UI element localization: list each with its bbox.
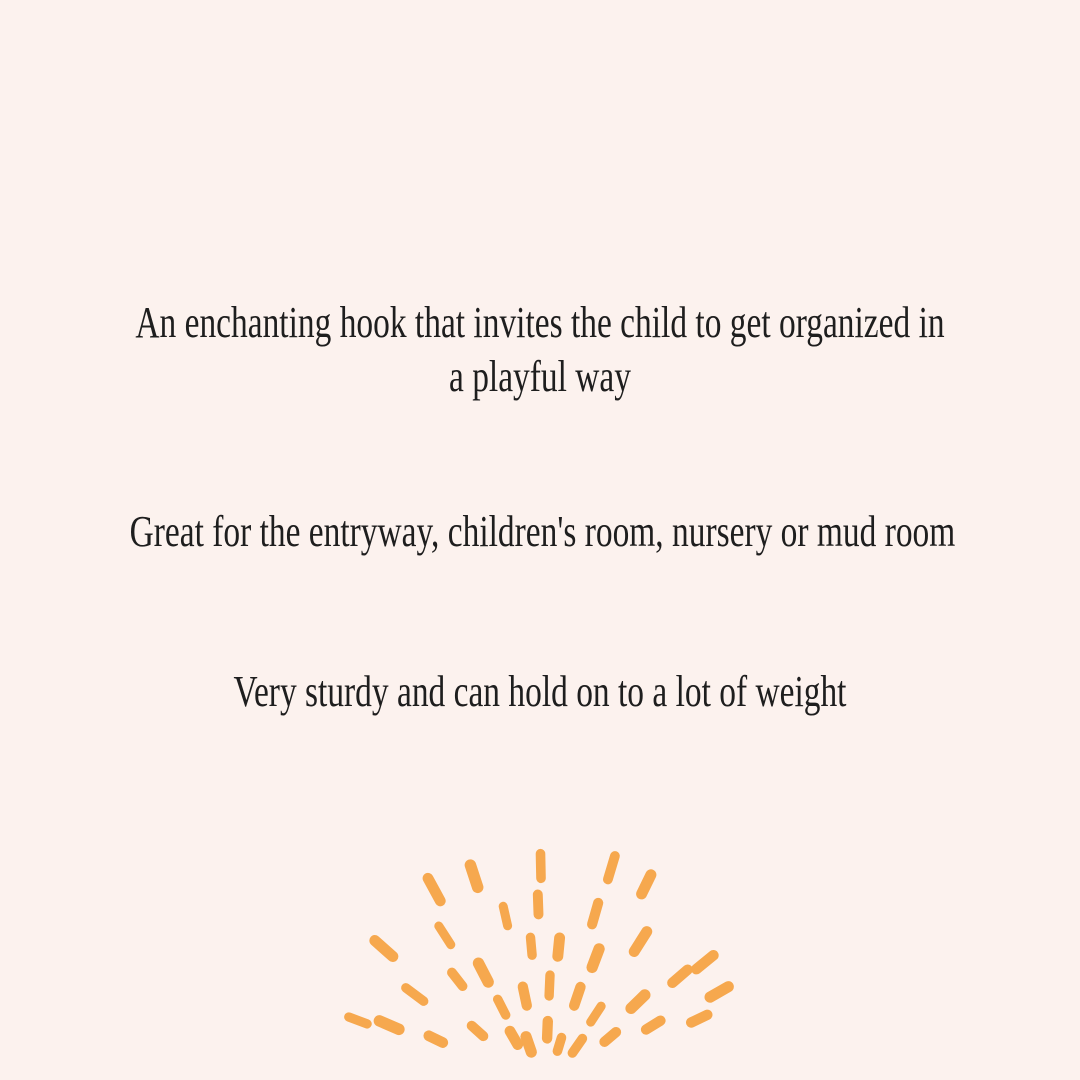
benefit-1-line-2: a playful way [449, 352, 631, 401]
benefit-paragraph-3 [0, 665, 1080, 719]
benefit-1-line-1: An enchanting hook that invites the child to get organized in [135, 298, 945, 347]
benefit-3-line-1: Very sturdy and can hold on to a lot of weight [233, 667, 847, 716]
benefit-2-line-1: Great for the entryway, children's room, nursery or mud room [129, 507, 956, 556]
benefit-paragraph-1 [0, 296, 1080, 404]
benefit-paragraph-2 [0, 505, 1080, 559]
sunburst-dashes-icon [335, 820, 755, 1080]
